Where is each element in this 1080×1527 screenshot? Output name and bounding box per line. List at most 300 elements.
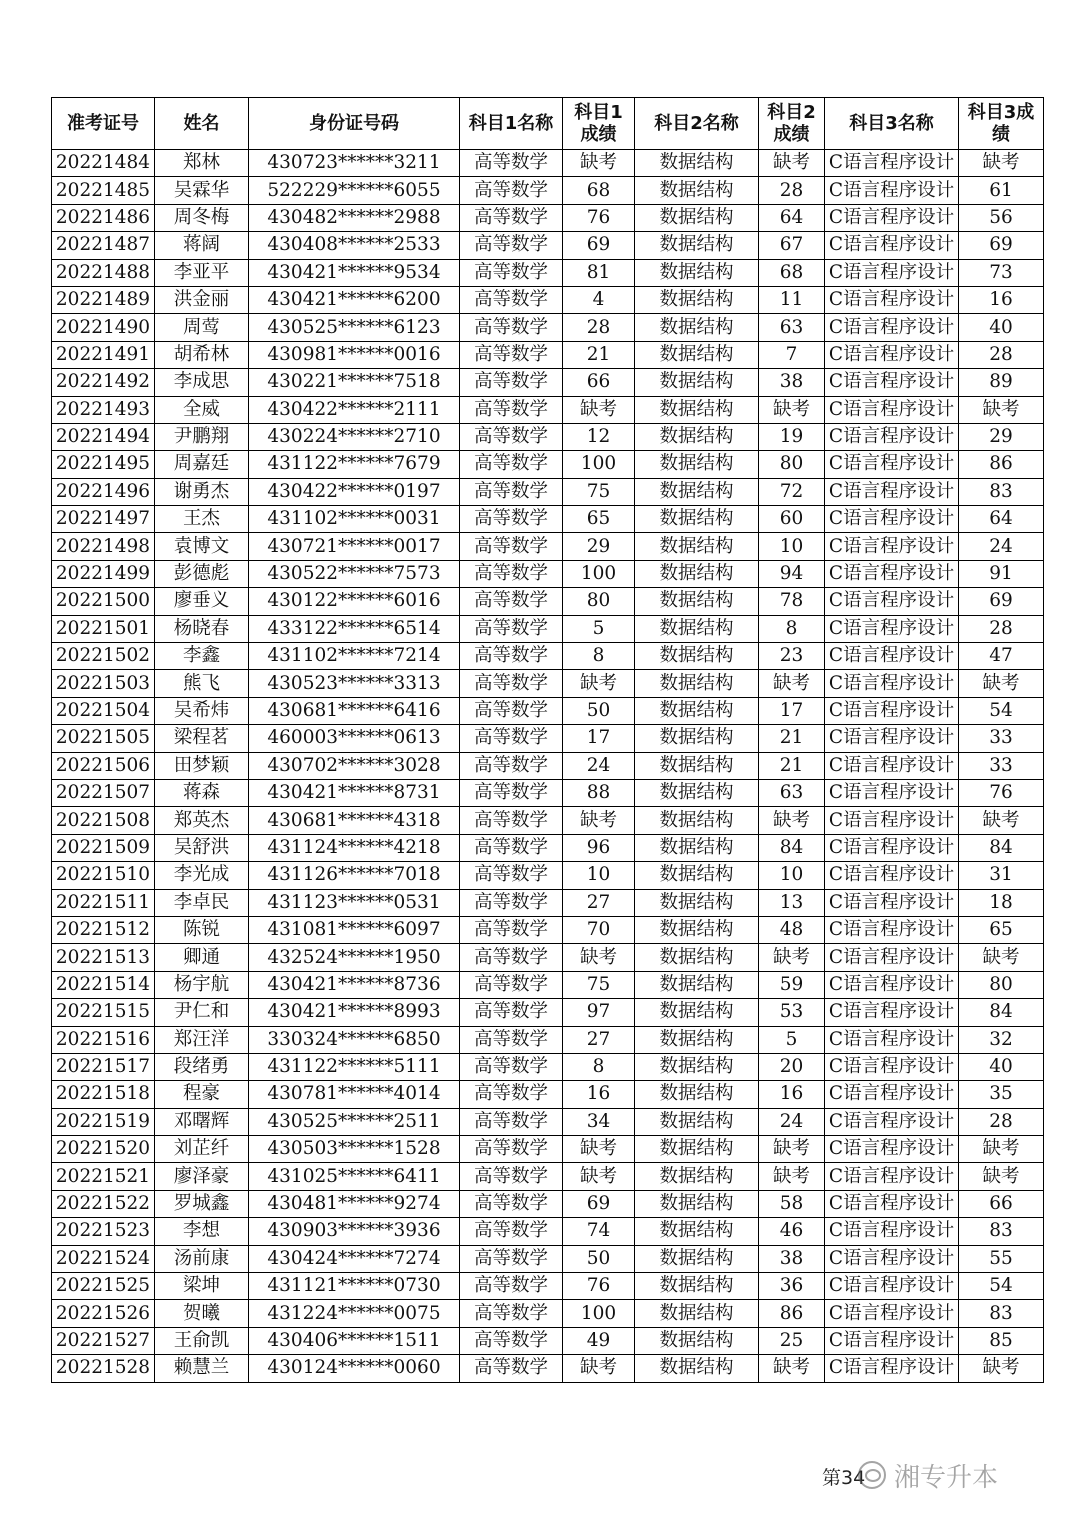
table-cell: 吴霖华 [155,177,249,204]
table-cell: 李亚平 [155,259,249,286]
table-cell: 数据结构 [635,807,759,834]
column-header: 科目2 成绩 [759,98,825,150]
table-cell: 高等数学 [460,369,563,396]
table-cell: 91 [959,560,1044,587]
table-row [52,478,1044,505]
table-cell: 72 [759,478,825,505]
table-cell: 70 [563,916,635,943]
table-cell: 430525******2511 [249,1108,460,1135]
table-cell: 53 [759,999,825,1026]
table-cell: C语言程序设计 [825,451,959,478]
table-cell: 数据结构 [635,560,759,587]
table-cell: 数据结构 [635,725,759,752]
table-cell: 高等数学 [460,1136,563,1163]
table-cell: 12 [563,423,635,450]
table-cell: C语言程序设计 [825,1163,959,1190]
table-cell: 洪金丽 [155,286,249,313]
table-cell: 数据结构 [635,533,759,560]
table-cell: C语言程序设计 [825,1218,959,1245]
table-cell: C语言程序设计 [825,478,959,505]
table-cell: 李鑫 [155,643,249,670]
table-cell: 高等数学 [460,177,563,204]
table-cell: C语言程序设计 [825,615,959,642]
table-cell: 49 [563,1327,635,1354]
table-cell: 20221484 [52,150,155,177]
table-row [52,506,1044,533]
table-cell: 数据结构 [635,423,759,450]
table-cell: 高等数学 [460,341,563,368]
table-cell: 20221495 [52,451,155,478]
table-cell: C语言程序设计 [825,643,959,670]
table-cell: 94 [759,560,825,587]
table-cell: 高等数学 [460,478,563,505]
table-cell: 33 [959,725,1044,752]
table-cell: 54 [959,697,1044,724]
table-row [52,1218,1044,1245]
table-cell: 431102******0031 [249,506,460,533]
table-cell: 430781******4014 [249,1081,460,1108]
table-cell: 高等数学 [460,1190,563,1217]
table-cell: C语言程序设计 [825,944,959,971]
table-cell: 20221494 [52,423,155,450]
table-cell: 13 [759,889,825,916]
table-cell: 缺考 [959,396,1044,423]
table-cell: 彭德彪 [155,560,249,587]
table-cell: 20221525 [52,1273,155,1300]
table-row [52,1355,1044,1382]
table-cell: 64 [959,506,1044,533]
table-cell: 5 [759,1026,825,1053]
table-cell: 20221506 [52,752,155,779]
table-cell: 19 [759,423,825,450]
table-cell: 20221505 [52,725,155,752]
table-cell: 55 [959,1245,1044,1272]
table-cell: 430981******0016 [249,341,460,368]
table-cell: 66 [959,1190,1044,1217]
table-cell: 李成思 [155,369,249,396]
table-cell: C语言程序设计 [825,232,959,259]
table-cell: 数据结构 [635,779,759,806]
table-cell: 缺考 [759,670,825,697]
table-cell: 缺考 [759,396,825,423]
table-cell: 缺考 [563,807,635,834]
table-cell: 数据结构 [635,999,759,1026]
column-header: 姓名 [155,98,249,150]
table-cell: 430422******0197 [249,478,460,505]
table-cell: 86 [759,1300,825,1327]
table-row [52,314,1044,341]
table-cell: 王俞凯 [155,1327,249,1354]
table-row [52,1300,1044,1327]
table-cell: 数据结构 [635,1108,759,1135]
table-cell: 数据结构 [635,369,759,396]
table-row [52,451,1044,478]
table-cell: 430503******1528 [249,1136,460,1163]
table-row [52,1273,1044,1300]
table-cell: 数据结构 [635,916,759,943]
table-cell: 24 [563,752,635,779]
table-cell: 7 [759,341,825,368]
table-cell: 20221516 [52,1026,155,1053]
table-cell: 66 [563,369,635,396]
table-cell: 20221520 [52,1136,155,1163]
table-cell: 20221515 [52,999,155,1026]
table-row [52,533,1044,560]
table-body [52,150,1044,1383]
table-cell: 数据结构 [635,286,759,313]
table-cell: C语言程序设计 [825,1300,959,1327]
table-cell: 430221******7518 [249,369,460,396]
table-cell: 83 [959,1300,1044,1327]
table-cell: 20221519 [52,1108,155,1135]
table-cell: C语言程序设计 [825,1355,959,1382]
table-cell: 高等数学 [460,615,563,642]
table-cell: 数据结构 [635,177,759,204]
table-cell: 高等数学 [460,971,563,998]
table-cell: 缺考 [959,1136,1044,1163]
table-cell: C语言程序设计 [825,396,959,423]
table-cell: 高等数学 [460,506,563,533]
table-cell: 缺考 [563,1136,635,1163]
table-cell: 54 [959,1273,1044,1300]
table-cell: 80 [759,451,825,478]
table-cell: C语言程序设计 [825,725,959,752]
table-cell: 430482******2988 [249,204,460,231]
table-cell: 20221521 [52,1163,155,1190]
table-cell: 高等数学 [460,999,563,1026]
table-cell: 430702******3028 [249,752,460,779]
table-row [52,1026,1044,1053]
table-cell: 高等数学 [460,232,563,259]
score-table [51,97,1044,1383]
table-cell: 17 [759,697,825,724]
table-cell: 20221508 [52,807,155,834]
table-cell: 缺考 [563,944,635,971]
table-cell: 李光成 [155,862,249,889]
table-cell: C语言程序设计 [825,697,959,724]
table-cell: 数据结构 [635,697,759,724]
table-cell: 75 [563,478,635,505]
table-cell: C语言程序设计 [825,1245,959,1272]
table-cell: 高等数学 [460,150,563,177]
table-cell: 高等数学 [460,643,563,670]
table-cell: 高等数学 [460,560,563,587]
table-cell: 430681******4318 [249,807,460,834]
table-cell: 缺考 [563,670,635,697]
table-cell: 20221488 [52,259,155,286]
table-cell: 430522******7573 [249,560,460,587]
table-cell: 数据结构 [635,1218,759,1245]
table-cell: 高等数学 [460,670,563,697]
table-row [52,999,1044,1026]
table-cell: 数据结构 [635,834,759,861]
table-row [52,286,1044,313]
table-cell: 430721******0017 [249,533,460,560]
table-row [52,615,1044,642]
table-cell: C语言程序设计 [825,1273,959,1300]
table-cell: 430421******8731 [249,779,460,806]
table-cell: 20221496 [52,478,155,505]
table-cell: 23 [759,643,825,670]
table-cell: 24 [959,533,1044,560]
table-row [52,150,1044,177]
table-cell: 65 [959,916,1044,943]
table-cell: 20221510 [52,862,155,889]
table-row [52,1108,1044,1135]
table-cell: C语言程序设计 [825,807,959,834]
column-header: 科目1名称 [460,98,563,150]
table-row [52,944,1044,971]
table-row [52,752,1044,779]
table-cell: 63 [759,779,825,806]
table-cell: 460003******0613 [249,725,460,752]
table-cell: 高等数学 [460,944,563,971]
table-cell: 杨宇航 [155,971,249,998]
table-cell: 24 [759,1108,825,1135]
table-row [52,588,1044,615]
table-cell: 20221491 [52,341,155,368]
table-cell: 数据结构 [635,889,759,916]
table-cell: 高等数学 [460,862,563,889]
table-cell: 431124******4218 [249,834,460,861]
table-cell: 78 [759,588,825,615]
table-cell: 高等数学 [460,1245,563,1272]
table-cell: C语言程序设计 [825,862,959,889]
table-cell: 431122******7679 [249,451,460,478]
table-row [52,971,1044,998]
table-cell: 周莺 [155,314,249,341]
table-cell: C语言程序设计 [825,999,959,1026]
table-cell: 36 [759,1273,825,1300]
table-cell: 蒋森 [155,779,249,806]
table-cell: 20221513 [52,944,155,971]
table-cell: 高等数学 [460,697,563,724]
table-cell: 28 [759,177,825,204]
table-cell: 74 [563,1218,635,1245]
table-cell: C语言程序设计 [825,1190,959,1217]
table-cell: 卿通 [155,944,249,971]
table-cell: 数据结构 [635,1136,759,1163]
table-cell: 20221511 [52,889,155,916]
table-cell: 数据结构 [635,1163,759,1190]
table-cell: 20221507 [52,779,155,806]
table-cell: 高等数学 [460,286,563,313]
table-cell: 47 [959,643,1044,670]
table-cell: 高等数学 [460,533,563,560]
table-cell: 76 [563,1273,635,1300]
table-cell: 20221526 [52,1300,155,1327]
table-cell: 4 [563,286,635,313]
table-cell: 数据结构 [635,615,759,642]
table-cell: 20221486 [52,204,155,231]
table-cell: 330324******6850 [249,1026,460,1053]
table-cell: 430481******9274 [249,1190,460,1217]
table-cell: 48 [759,916,825,943]
table-cell: 袁博文 [155,533,249,560]
table-cell: 缺考 [759,1163,825,1190]
table-cell: 廖垂义 [155,588,249,615]
table-cell: 高等数学 [460,1273,563,1300]
table-cell: 20221487 [52,232,155,259]
table-cell: 高等数学 [460,1053,563,1080]
table-cell: 20221493 [52,396,155,423]
table-cell: 李想 [155,1218,249,1245]
table-cell: 67 [759,232,825,259]
table-cell: 缺考 [959,670,1044,697]
table-cell: 高等数学 [460,1081,563,1108]
table-cell: 高等数学 [460,807,563,834]
table-cell: 16 [959,286,1044,313]
table-row [52,1136,1044,1163]
table-cell: 73 [959,259,1044,286]
table-cell: 431126******7018 [249,862,460,889]
table-cell: 430421******6200 [249,286,460,313]
table-row [52,1327,1044,1354]
table-cell: 432524******1950 [249,944,460,971]
table-cell: 28 [959,615,1044,642]
table-cell: C语言程序设计 [825,150,959,177]
table-row [52,177,1044,204]
table-cell: 廖泽豪 [155,1163,249,1190]
table-cell: 缺考 [759,807,825,834]
table-cell: 程豪 [155,1081,249,1108]
table-cell: 高等数学 [460,1163,563,1190]
table-cell: 田梦颖 [155,752,249,779]
table-cell: 431121******0730 [249,1273,460,1300]
table-row [52,369,1044,396]
table-cell: C语言程序设计 [825,752,959,779]
table-cell: 20221498 [52,533,155,560]
table-cell: C语言程序设计 [825,259,959,286]
table-cell: 10 [759,533,825,560]
table-cell: C语言程序设计 [825,177,959,204]
table-cell: C语言程序设计 [825,1327,959,1354]
table-cell: 18 [959,889,1044,916]
table-cell: 数据结构 [635,1190,759,1217]
table-cell: 100 [563,1300,635,1327]
table-cell: 高等数学 [460,588,563,615]
table-cell: 数据结构 [635,341,759,368]
table-cell: 数据结构 [635,1327,759,1354]
table-cell: C语言程序设计 [825,779,959,806]
table-cell: 10 [759,862,825,889]
table-cell: 40 [959,1053,1044,1080]
table-cell: C语言程序设计 [825,971,959,998]
table-cell: 86 [959,451,1044,478]
table-cell: 王杰 [155,506,249,533]
table-cell: C语言程序设计 [825,314,959,341]
table-cell: 尹鹏翔 [155,423,249,450]
table-cell: 20221492 [52,369,155,396]
table-cell: 59 [759,971,825,998]
table-cell: 高等数学 [460,1355,563,1382]
table-row [52,807,1044,834]
table-cell: 高等数学 [460,1300,563,1327]
column-header: 身份证号码 [249,98,460,150]
table-cell: 郑汪洋 [155,1026,249,1053]
table-row [52,1190,1044,1217]
table-cell: 数据结构 [635,752,759,779]
table-cell: 80 [563,588,635,615]
table-cell: 430525******6123 [249,314,460,341]
table-cell: 高等数学 [460,1218,563,1245]
table-cell: 431025******6411 [249,1163,460,1190]
table-cell: 68 [759,259,825,286]
table-cell: 20221512 [52,916,155,943]
table-cell: 20221524 [52,1245,155,1272]
table-cell: 69 [563,232,635,259]
table-cell: 21 [759,725,825,752]
table-cell: 高等数学 [460,1026,563,1053]
table-cell: C语言程序设计 [825,533,959,560]
table-cell: 吴希炜 [155,697,249,724]
table-cell: 430421******8993 [249,999,460,1026]
table-cell: 32 [959,1026,1044,1053]
table-cell: 邓曙辉 [155,1108,249,1135]
table-cell: 20221527 [52,1327,155,1354]
table-cell: 段绪勇 [155,1053,249,1080]
table-cell: 郑林 [155,150,249,177]
table-row [52,725,1044,752]
page-number: 第34 [822,1467,866,1489]
table-cell: 20221490 [52,314,155,341]
table-cell: 20221528 [52,1355,155,1382]
table-cell: 熊飞 [155,670,249,697]
table-cell: C语言程序设计 [825,834,959,861]
table-cell: 缺考 [563,1163,635,1190]
table-cell: 29 [959,423,1044,450]
table-cell: 60 [759,506,825,533]
table-cell: 20221500 [52,588,155,615]
table-cell: 汤前康 [155,1245,249,1272]
table-cell: 89 [959,369,1044,396]
table-cell: 20221522 [52,1190,155,1217]
table-cell: 100 [563,560,635,587]
table-cell: 8 [759,615,825,642]
table-cell: 27 [563,1026,635,1053]
table-cell: 数据结构 [635,588,759,615]
table-cell: C语言程序设计 [825,506,959,533]
table-row [52,862,1044,889]
table-cell: 高等数学 [460,204,563,231]
table-cell: 25 [759,1327,825,1354]
table-cell: 缺考 [959,1355,1044,1382]
table-cell: 68 [563,177,635,204]
table-cell: 56 [959,204,1044,231]
table-cell: 430421******9534 [249,259,460,286]
table-row [52,259,1044,286]
table-row [52,916,1044,943]
table-cell: 20 [759,1053,825,1080]
table-row [52,697,1044,724]
table-cell: 数据结构 [635,670,759,697]
table-cell: 431102******7214 [249,643,460,670]
table-cell: 85 [959,1327,1044,1354]
table-cell: 数据结构 [635,1053,759,1080]
table-cell: 数据结构 [635,862,759,889]
table-cell: 430408******2533 [249,232,460,259]
table-cell: 76 [959,779,1044,806]
table-cell: 84 [759,834,825,861]
table-cell: C语言程序设计 [825,889,959,916]
table-cell: 433122******6514 [249,615,460,642]
column-header: 科目1 成绩 [563,98,635,150]
table-cell: 20221514 [52,971,155,998]
table-row [52,1081,1044,1108]
table-cell: 100 [563,451,635,478]
table-cell: 8 [563,1053,635,1080]
table-cell: 缺考 [959,1163,1044,1190]
